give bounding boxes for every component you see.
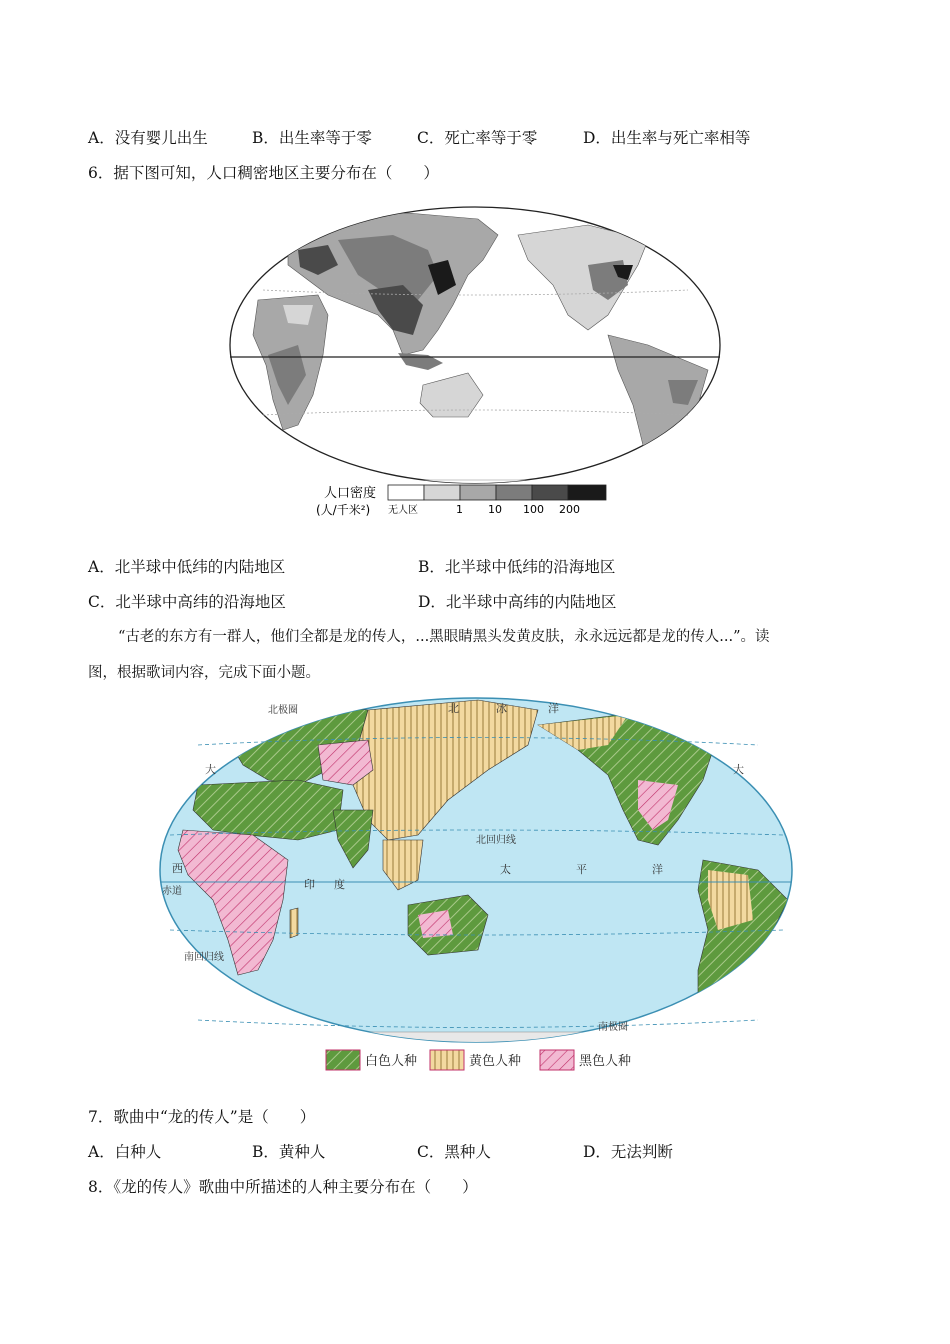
q7-option-b: B．黄种人 xyxy=(252,1143,326,1161)
density-legend xyxy=(316,485,606,517)
label-du: 度 xyxy=(334,878,345,891)
label-ping: 平 xyxy=(576,863,587,876)
q7-stem: 7．歌曲中“龙的传人”是（ ） xyxy=(88,1108,316,1126)
legend-label-100: 100 xyxy=(523,503,544,516)
label-ice: 冰 xyxy=(496,702,507,715)
q6-option-d: D．北半球中高纬的内陆地区 xyxy=(418,593,617,611)
legend-label-1: 1 xyxy=(456,503,463,516)
label-da-right: 大 xyxy=(733,763,744,776)
label-tropic-capricorn: 南回归线 xyxy=(184,952,224,963)
race-legend xyxy=(326,1050,631,1070)
q7-option-a: A．白种人 xyxy=(88,1143,162,1161)
q6-option-a: A．北半球中低纬的内陆地区 xyxy=(88,558,286,576)
race-distribution-map xyxy=(158,690,798,1080)
q8-stem: 8．《龙的传人》歌曲中所描述的人种主要分布在（ ） xyxy=(88,1178,478,1196)
legend-yellow: 黄色人种 xyxy=(469,1054,522,1069)
label-arctic-circle: 北极圈 xyxy=(268,705,298,716)
q6-option-b: B．北半球中低纬的沿海地区 xyxy=(418,558,616,576)
label-xi: 西 xyxy=(172,862,183,875)
q6-option-c: C．北半球中高纬的沿海地区 xyxy=(88,593,286,611)
label-ocean-1: 洋 xyxy=(548,702,559,715)
q5-option-c: C．死亡率等于零 xyxy=(417,129,538,147)
legend-unit: (人/千米²) xyxy=(316,503,371,517)
passage-line-1: “古老的东方有一群人，他们全都是龙的传人，...黑眼睛黑头发黄皮肤，永永远远都是龙的传人...”。读 xyxy=(118,629,770,645)
population-density-map xyxy=(228,205,722,525)
label-ocean-2: 洋 xyxy=(652,863,663,876)
label-da-left: 大 xyxy=(205,763,216,776)
passage-line-2: 图，根据歌词内容，完成下面小题。 xyxy=(88,665,320,681)
q5-option-b: B．出生率等于零 xyxy=(252,129,372,147)
q5-option-d: D．出生率与死亡率相等 xyxy=(583,129,751,147)
legend-label-none: 无人区 xyxy=(388,505,418,516)
q7-option-c: C．黑种人 xyxy=(417,1143,491,1161)
label-equator: 赤道 xyxy=(162,886,182,897)
label-yin: 印 xyxy=(304,878,315,891)
legend-label-200: 200 xyxy=(559,503,580,516)
label-north: 北 xyxy=(448,702,459,715)
legend-black: 黑色人种 xyxy=(579,1054,632,1069)
legend-white: 白色人种 xyxy=(365,1054,418,1069)
q6-stem: 6．据下图可知，人口稠密地区主要分布在（ ） xyxy=(88,164,439,182)
label-tropic-cancer: 北回归线 xyxy=(476,835,516,846)
q5-option-a: A．没有婴儿出生 xyxy=(88,129,208,147)
label-tai: 太 xyxy=(500,863,511,876)
label-antarctic-circle: 南极圈 xyxy=(598,1022,628,1033)
legend-label-10: 10 xyxy=(488,503,502,516)
legend-title: 人口密度 xyxy=(324,486,377,501)
q7-option-d: D．无法判断 xyxy=(583,1143,673,1161)
